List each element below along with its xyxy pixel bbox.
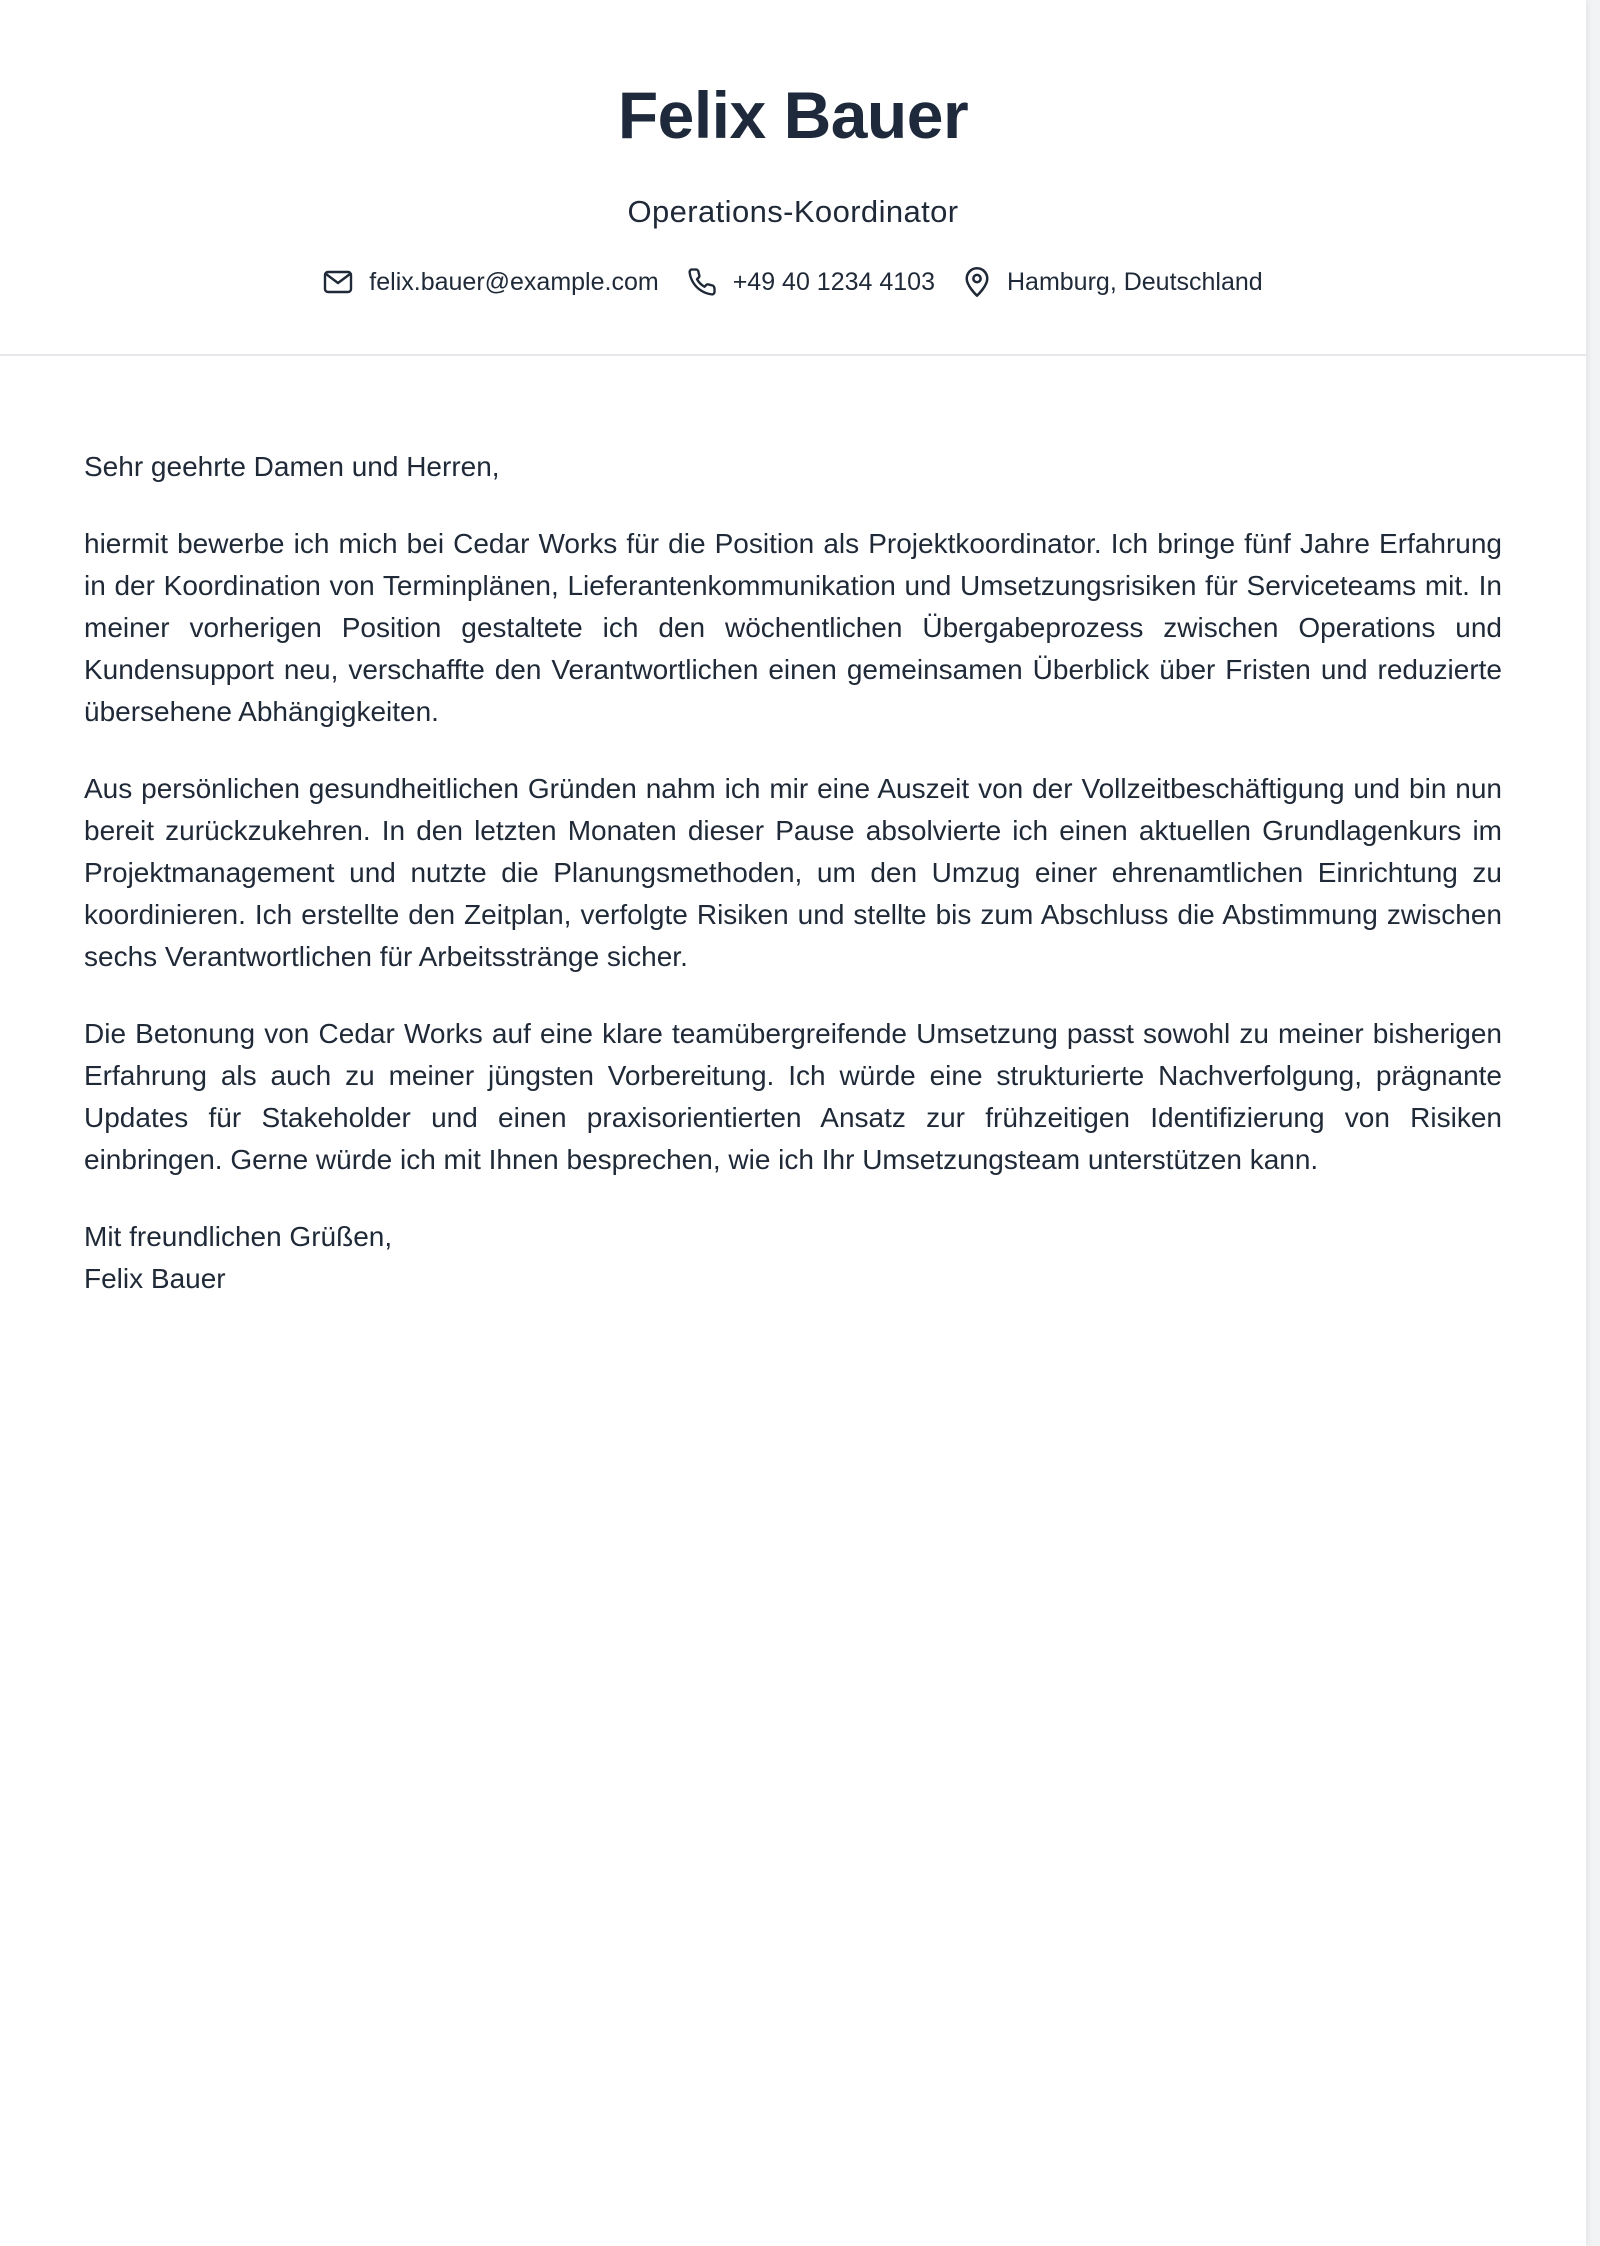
contact-phone-text: +49 40 1234 4103: [732, 267, 935, 296]
contact-email[interactable]: [323, 268, 658, 297]
signature: Felix Bauer: [84, 1263, 226, 1294]
phone-icon: [687, 267, 717, 297]
mail-icon: [323, 270, 353, 294]
contact-email-text: felix.bauer@example.com: [369, 267, 659, 296]
applicant-name: Felix Bauer: [617, 78, 969, 152]
letter-body: [84, 446, 1502, 1300]
contact-location: [963, 266, 1263, 298]
letter-header: [0, 0, 1586, 356]
applicant-role: Operations-Koordinator: [627, 194, 959, 229]
letter-paragraph: hiermit bewerbe ich mich bei Cedar Works für die Position als Projektkoordinator. Ich bringe fünf Jahre Erfahrung in der Koordination von Terminplänen, Lieferantenkommunikation und Umsetzungsrisiken für Serviceteams mit. In meiner vorherigen Position gestaltete ich den wöchentlichen Übergabeprozess zwischen Operations und Kundensupport neu, verschaffte den Verantwortlichen einen gemeinsamen Überblick über Fristen und reduzierte übersehene Abhängigkeiten.: [84, 528, 1502, 727]
letter-closing: [84, 1216, 1502, 1300]
letter-paragraph: Die Betonung von Cedar Works auf eine klare teamübergreifende Umsetzung passt sowohl zu meiner bisherigen Erfahrung als auch zu meiner jüngsten Vorbereitung. Ich würde eine strukturierte Nachverfolgung, prägnante Updates für Stakeholder und einen praxisorientierten Ansatz zur frühzeitigen Identifizierung von Risiken einbringen. Gerne würde ich mit Ihnen besprechen, wie ich Ihr Umsetzungsteam unterstützen kann.: [84, 1018, 1502, 1175]
letter-paragraph: Aus persönlichen gesundheitlichen Gründen nahm ich mir eine Auszeit von der Vollzeitbeschäftigung und bin nun bereit zurückzukehren. In den letzten Monaten dieser Pause absolvierte ich einen aktuellen Grundlagenkurs im Projektmanagement und nutzte die Planungsmethoden, um den Umzug einer ehrenamtlichen Einrichtung zu koordinieren. Ich erstellte den Zeitplan, verfolgte Risiken und stellte bis zum Abschluss die Abstimmung zwischen sechs Verantwortlichen für Arbeitsstränge sicher.: [84, 773, 1502, 972]
contact-phone[interactable]: [687, 267, 935, 297]
contact-bar: [0, 262, 1586, 302]
contact-location-text: Hamburg, Deutschland: [1007, 267, 1263, 296]
salutation: Sehr geehrte Damen und Herren,: [84, 451, 500, 482]
location-pin-icon: [963, 266, 991, 298]
closing-phrase: Mit freundlichen Grüßen,: [84, 1221, 393, 1252]
